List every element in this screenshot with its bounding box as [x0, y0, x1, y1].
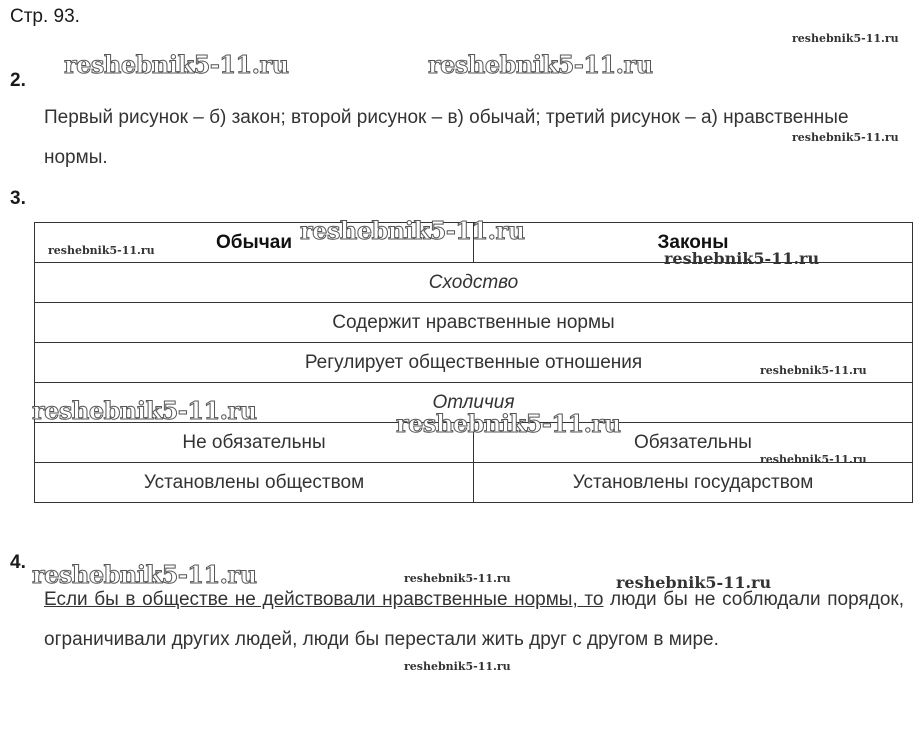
task-number: 4. [10, 552, 26, 573]
watermark: reshebnik5-11.ru [760, 453, 867, 466]
table-header: Законы [474, 223, 913, 263]
watermark: reshebnik5-11.ru [616, 573, 772, 592]
table-cell: Установлены государством [474, 463, 913, 503]
table-cell: Не обязательны [35, 423, 474, 463]
table-cell: Установлены обществом [35, 463, 474, 503]
watermark: reshebnik5-11.ru [760, 364, 867, 377]
watermark: reshebnik5-11.ru [32, 396, 257, 425]
task2-answer: Первый рисунок – б) закон; второй рисунок – в) обычай; третий рисунок – а) нравственные нормы. [44, 107, 849, 168]
section-label: Отличия [35, 383, 913, 423]
watermark: reshebnik5-11.ru [792, 131, 899, 144]
watermark: reshebnik5-11.ru [64, 50, 289, 79]
watermark: reshebnik5-11.ru [48, 244, 155, 257]
watermark: reshebnik5-11.ru [664, 249, 820, 268]
task4-answer [44, 580, 904, 660]
watermark: reshebnik5-11.ru [300, 216, 525, 245]
watermark: reshebnik5-11.ru [32, 560, 257, 589]
table-cell: Обязательны [474, 423, 913, 463]
task-number: 3. [10, 188, 26, 209]
task-number: 2. [10, 70, 26, 91]
task4-answer-rest: люди бы не соблюдали порядок, ограничивали других людей, люди бы перестали жить друг с другом в мире. [44, 589, 905, 650]
table-header: Обычаи [35, 223, 474, 263]
page-number: Стр. 93. [10, 6, 80, 27]
watermark: reshebnik5-11.ru [792, 32, 899, 45]
section-label: Сходство [35, 263, 913, 303]
watermark: reshebnik5-11.ru [428, 50, 653, 79]
watermark: reshebnik5-11.ru [404, 572, 511, 585]
watermark: reshebnik5-11.ru [404, 660, 511, 673]
table-cell: Регулирует общественные отношения [35, 343, 913, 383]
task4-answer-underlined: Если бы в обществе не действовали нравственные нормы, то [44, 589, 604, 610]
watermark: reshebnik5-11.ru [396, 409, 621, 438]
table-cell: Содержит нравственные нормы [35, 303, 913, 343]
